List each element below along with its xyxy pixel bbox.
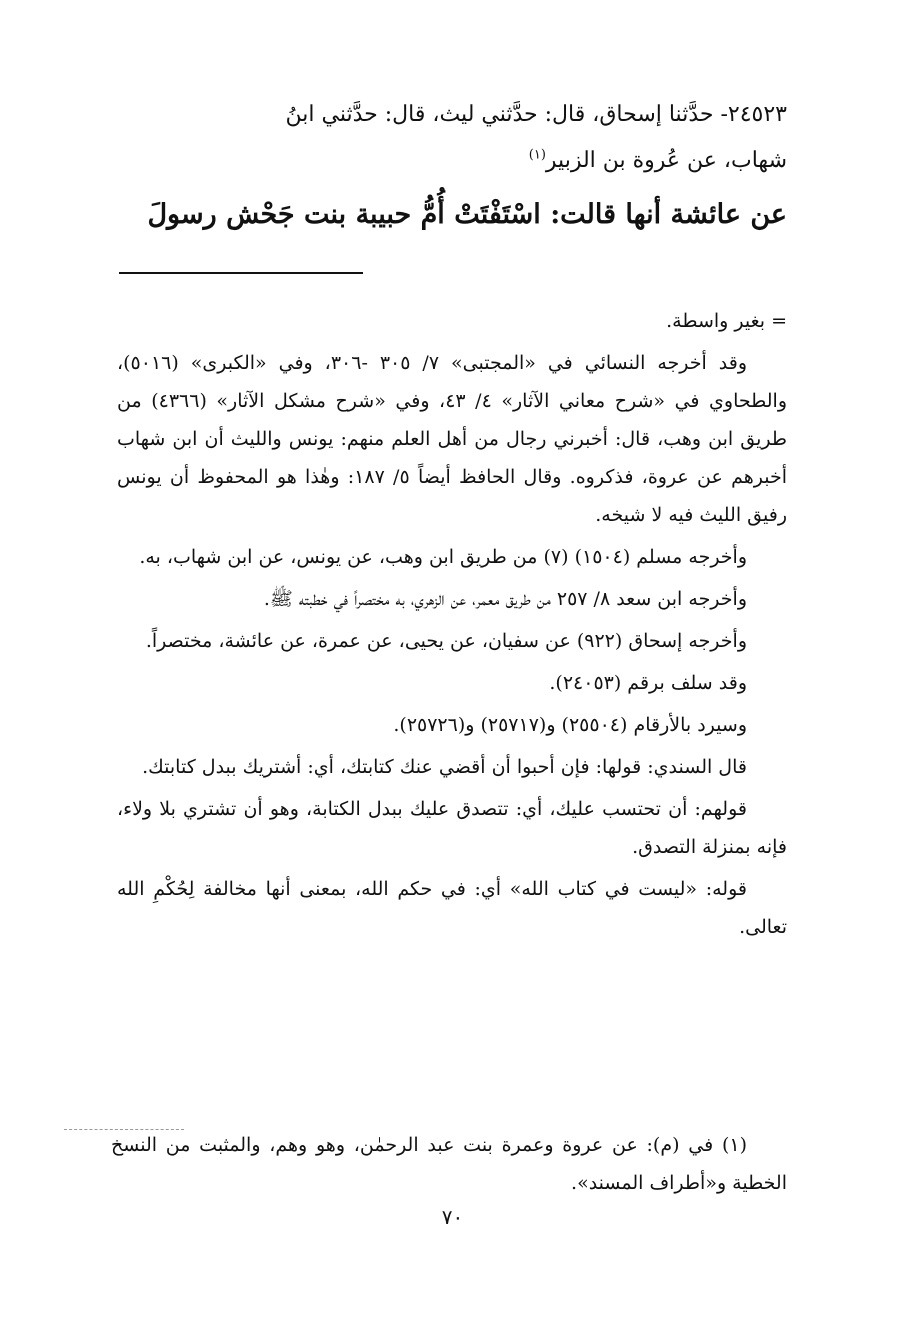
note-paragraph: = بغير واسطة. bbox=[666, 310, 787, 332]
hadith-isnad bbox=[117, 92, 787, 184]
hadith-matn: عن عائشة أنها قالت: اسْتَفْتَتْ أُمُّ حبيبة بنت جَحْش رسولَ bbox=[147, 199, 787, 230]
note-paragraph: وقد سلف برقم (٢٤٠٥٣). bbox=[549, 672, 747, 694]
footnote-divider bbox=[119, 272, 363, 274]
isnad-line-2 bbox=[117, 138, 787, 184]
note-paragraph: وأخرجه مسلم (١٥٠٤) (٧) من طريق ابن وهب، عن يونس، عن ابن شهاب، به. bbox=[139, 546, 747, 568]
page-number: ٧٠ bbox=[441, 1205, 464, 1229]
note-paragraph: قال السندي: قولها: فإن أحبوا أن أقضي عنك كتابتك، أي: أشتريك ببدل كتابتك. bbox=[142, 756, 747, 778]
note-paragraph: وسيرد بالأرقام (٢٥٥٠٤) و(٢٥٧١٧) و(٢٥٧٢٦). bbox=[393, 714, 747, 736]
isnad-line-2-text: شهاب، عن عُروة بن الزبير bbox=[545, 148, 787, 173]
note-paragraph: قولهم: أن تحتسب عليك، أي: تتصدق عليك ببدل الكتابة، وهو أن تشتري بلا ولاء، فإنه بمنزلة التصدق. bbox=[117, 798, 787, 858]
footnote: (١) في (م): عن عروة وعمرة بنت عبد الرحمٰن، وهو وهم، والمثبت من النسخ الخطية و«أطراف المسند». bbox=[111, 1134, 787, 1194]
isnad-line-1: ٢٤٥٢٣- حدَّثنا إسحاق، قال: حدَّثني ليث، قال: حدَّثني ابنُ bbox=[285, 102, 787, 127]
note-paragraph: وقد أخرجه النسائي في «المجتبى» ٧/ ٣٠٥ -٣٠٦، وفي «الكبرى» (٥٠١٦)، والطحاوي في «شرح معاني الآثار» ٤/ ٤٣، وفي «شرح مشكل الآثار» (٤٣٦٦) من طريق ابن وهب، قال: أخبرني رجال من أهل العلم منهم: يونس والليث أن ابن شهاب أخبرهم عن عروة، فذكروه. وقال الحافظ أيضاً ٥/ ١٨٧: وهٰذا هو المحفوظ أن يونس رفيق الليث فيه لا شيخه. bbox=[117, 352, 787, 526]
note-paragraph: وأخرجه إسحاق (٩٢٢) عن سفيان، عن يحيى، عن عمرة، عن عائشة، مختصراً. bbox=[145, 630, 747, 652]
note-paragraph: وأخرجه ابن سعد ٨/ ٢٥٧ من طريق معمر، عن الزهري، به مختصراً في خطبته ﷺ. bbox=[263, 588, 747, 610]
notes-section bbox=[117, 302, 787, 950]
note-paragraph: قوله: «ليست في كتاب الله» أي: في حكم الله، بمعنى أنها مخالفة لِحُكْمِ الله تعالى. bbox=[117, 878, 787, 938]
footnote-marker: (١) bbox=[528, 147, 546, 163]
